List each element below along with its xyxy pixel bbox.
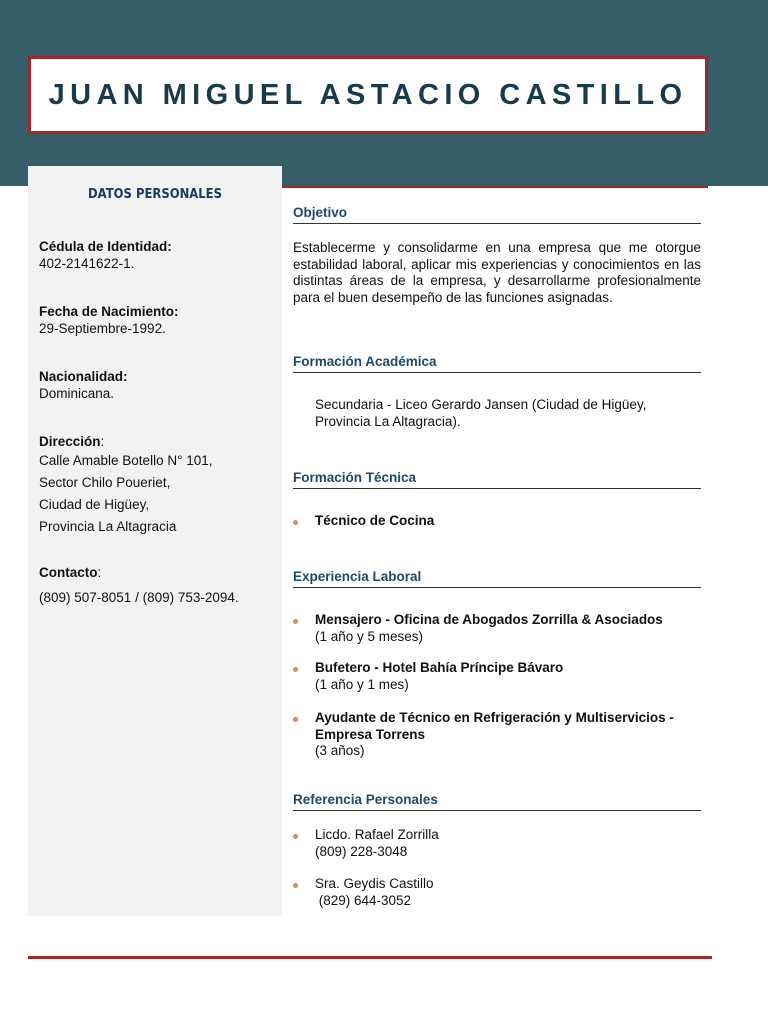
list-item xyxy=(293,710,703,760)
objective-text: Establecerme y consolidarme en una empresa que me otorgue estabilidad laboral, aplicar mis experiencias y conocimientos en las distintas áreas de la empresa, y desarrollarme profesionalmente para el buen desempeño de las funciones asignadas. xyxy=(293,240,701,305)
address-block xyxy=(39,433,213,538)
reference-name: Sra. Geydis Castillo xyxy=(315,876,434,891)
cedula-block xyxy=(39,238,172,272)
academic-line: Provincia La Altagracia). xyxy=(315,414,461,429)
main-top-rule xyxy=(282,185,708,188)
job-duration: (1 año y 5 meses) xyxy=(315,628,424,644)
reference-phone: (809) 228-3048 xyxy=(315,843,408,859)
reference-phone: (829) 644-3052 xyxy=(315,892,412,908)
objective-section xyxy=(293,205,701,306)
contact-colon: : xyxy=(97,565,102,580)
contact-block xyxy=(39,564,239,606)
section-title: Formación Técnica xyxy=(293,470,701,489)
address-colon: : xyxy=(100,434,105,449)
nationality-block xyxy=(39,368,128,402)
contact-value: (809) 507-8051 / (809) 753-2094. xyxy=(39,590,239,605)
job-duration: (1 año y 1 mes) xyxy=(315,676,409,692)
bullet-icon xyxy=(293,619,298,624)
academic-section xyxy=(293,354,701,373)
list-item xyxy=(293,612,703,645)
technical-entry: Técnico de Cocina xyxy=(315,513,435,528)
section-title: Referencia Personales xyxy=(293,792,701,811)
address-line: Ciudad de Higüey, xyxy=(39,497,150,512)
academic-line: Secundaria - Liceo Gerardo Jansen (Ciudad de Higüey, xyxy=(315,397,647,412)
cedula-label: Cédula de Identidad: xyxy=(39,239,172,254)
birthdate-label: Fecha de Nacimiento: xyxy=(39,304,179,319)
nationality-label: Nacionalidad: xyxy=(39,369,128,384)
job-title: Ayudante de Técnico en Refrigeración y Multiservicios - xyxy=(315,710,674,725)
job-title: Empresa Torrens xyxy=(315,726,426,742)
bullet-icon xyxy=(293,717,298,722)
list-item xyxy=(293,513,703,530)
personal-data-sidebar xyxy=(28,166,282,916)
contact-label: Contacto xyxy=(39,565,98,580)
section-title: Formación Académica xyxy=(293,354,701,373)
name-box xyxy=(28,56,708,134)
list-item xyxy=(293,827,703,860)
technical-section xyxy=(293,470,701,489)
list-item xyxy=(293,660,703,693)
address-line: Sector Chilo Poueriet, xyxy=(39,475,171,490)
section-title: Objetivo xyxy=(293,205,701,224)
bullet-icon xyxy=(293,520,298,525)
nationality-value: Dominicana. xyxy=(39,386,115,401)
experience-section xyxy=(293,569,701,588)
bullet-icon xyxy=(293,667,298,672)
cedula-value: 402-2141622-1. xyxy=(39,256,135,271)
job-title: Bufetero - Hotel Bahía Príncipe Bávaro xyxy=(315,660,564,675)
job-duration: (3 años) xyxy=(315,743,365,758)
birthdate-block xyxy=(39,303,179,337)
sidebar-title: DATOS PERSONALES xyxy=(88,186,222,202)
bullet-icon xyxy=(293,883,298,888)
reference-name: Licdo. Rafael Zorrilla xyxy=(315,827,439,842)
address-label: Dirección xyxy=(39,434,101,449)
academic-entry xyxy=(315,396,646,430)
address-line: Provincia La Altagracia xyxy=(39,519,177,534)
candidate-name: JUAN MIGUEL ASTACIO CASTILLO xyxy=(48,78,688,111)
job-title: Mensajero - Oficina de Abogados Zorrilla & Asociados xyxy=(315,612,663,627)
address-line: Calle Amable Botello N° 101, xyxy=(39,453,213,468)
list-item xyxy=(293,876,703,909)
birthdate-value: 29-Septiembre-1992. xyxy=(39,321,166,336)
bullet-icon xyxy=(293,834,298,839)
section-title: Experiencia Laboral xyxy=(293,569,701,588)
bottom-rule xyxy=(28,956,712,959)
references-section xyxy=(293,792,701,811)
